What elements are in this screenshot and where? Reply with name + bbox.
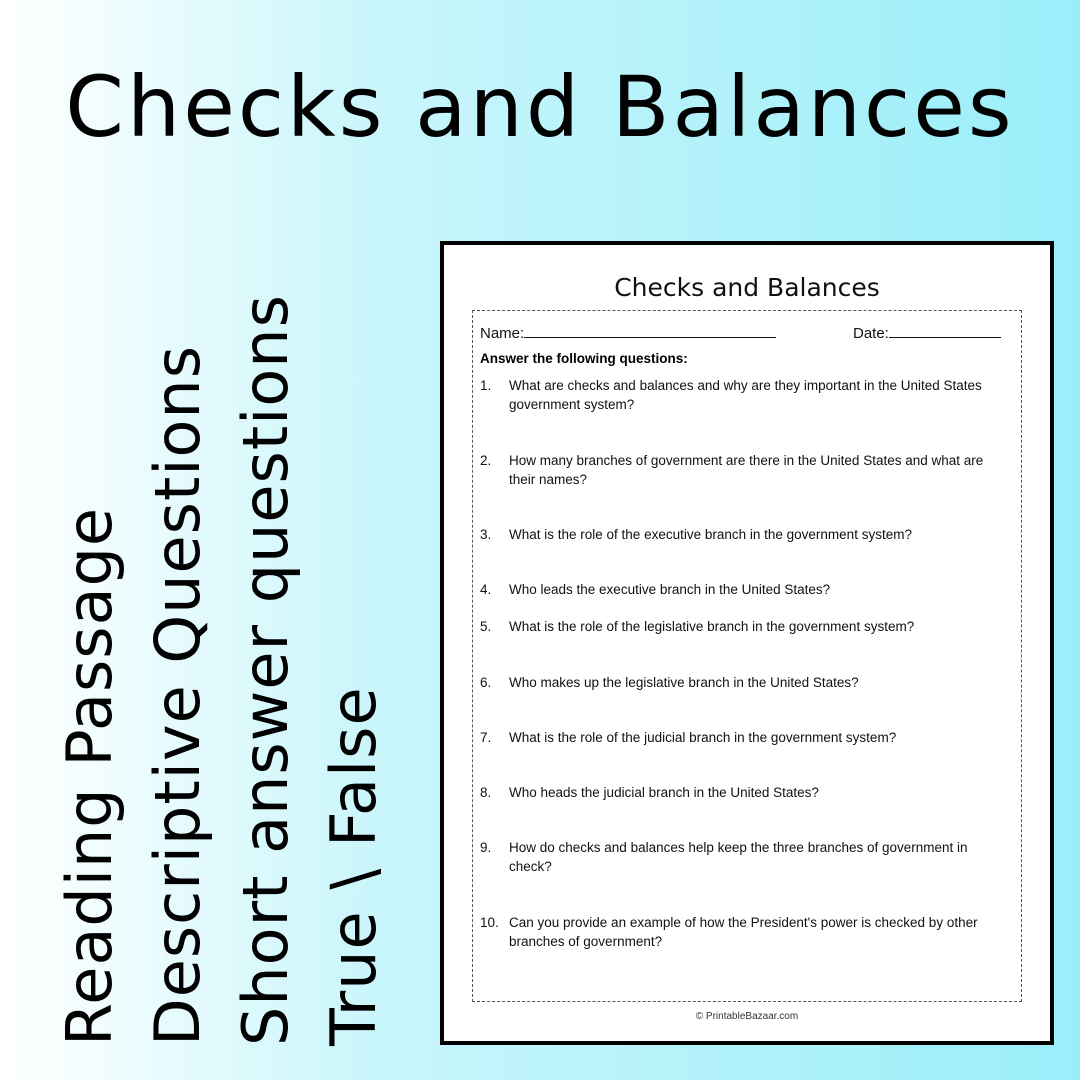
question-text: How do checks and balances help keep the three branches of government in check? xyxy=(509,840,968,874)
question-item xyxy=(480,914,1005,951)
page-title: Checks and Balances xyxy=(65,58,1015,156)
question-number: 7. xyxy=(480,730,492,745)
date-label: Date: xyxy=(853,325,889,342)
question-text: Can you provide an example of how the President's power is checked by other branches of government? xyxy=(509,915,978,949)
name-label: Name: xyxy=(480,325,525,342)
question-text: What are checks and balances and why are they important in the United States government system? xyxy=(509,378,982,412)
side-label-short-answer-questions: Short answer questions xyxy=(229,294,302,1046)
question-number: 4. xyxy=(480,582,492,597)
question-item xyxy=(480,784,1005,803)
side-label-reading-passage: Reading Passage xyxy=(53,506,126,1046)
question-number: 8. xyxy=(480,785,492,800)
question-number: 6. xyxy=(480,675,492,690)
date-field xyxy=(853,323,1001,342)
question-item xyxy=(480,674,1005,693)
question-number: 3. xyxy=(480,527,492,542)
question-text: What is the role of the judicial branch in the government system? xyxy=(509,730,897,745)
question-number: 2. xyxy=(480,453,492,468)
question-number: 9. xyxy=(480,840,492,855)
worksheet-body xyxy=(472,310,1022,1002)
name-blank xyxy=(524,323,776,338)
name-field xyxy=(480,323,776,342)
question-number: 5. xyxy=(480,619,492,634)
worksheet-title: Checks and Balances xyxy=(614,273,880,302)
question-item xyxy=(480,377,1005,414)
question-text: Who leads the executive branch in the United States? xyxy=(509,582,831,597)
question-item xyxy=(480,581,1005,600)
question-item xyxy=(480,618,1005,637)
side-label-descriptive-questions: Descriptive Questions xyxy=(141,344,214,1046)
instructions: Answer the following questions: xyxy=(480,351,688,366)
question-text: Who makes up the legislative branch in the United States? xyxy=(509,675,859,690)
question-item xyxy=(480,729,1005,748)
question-text: How many branches of government are there in the United States and what are their names? xyxy=(509,453,984,487)
question-number: 10. xyxy=(480,915,499,930)
question-item xyxy=(480,526,1005,545)
question-text: Who heads the judicial branch in the United States? xyxy=(509,785,819,800)
question-number: 1. xyxy=(480,378,492,393)
copyright-footer: © PrintableBazaar.com xyxy=(695,1011,799,1022)
date-blank xyxy=(889,323,1001,338)
question-text: What is the role of the legislative branch in the government system? xyxy=(509,619,915,634)
question-text: What is the role of the executive branch in the government system? xyxy=(509,527,912,542)
worksheet-preview xyxy=(440,241,1054,1045)
question-item xyxy=(480,839,1005,876)
side-label-true-false: True \ False xyxy=(317,686,390,1046)
question-item xyxy=(480,452,1005,489)
side-labels xyxy=(46,286,398,1046)
